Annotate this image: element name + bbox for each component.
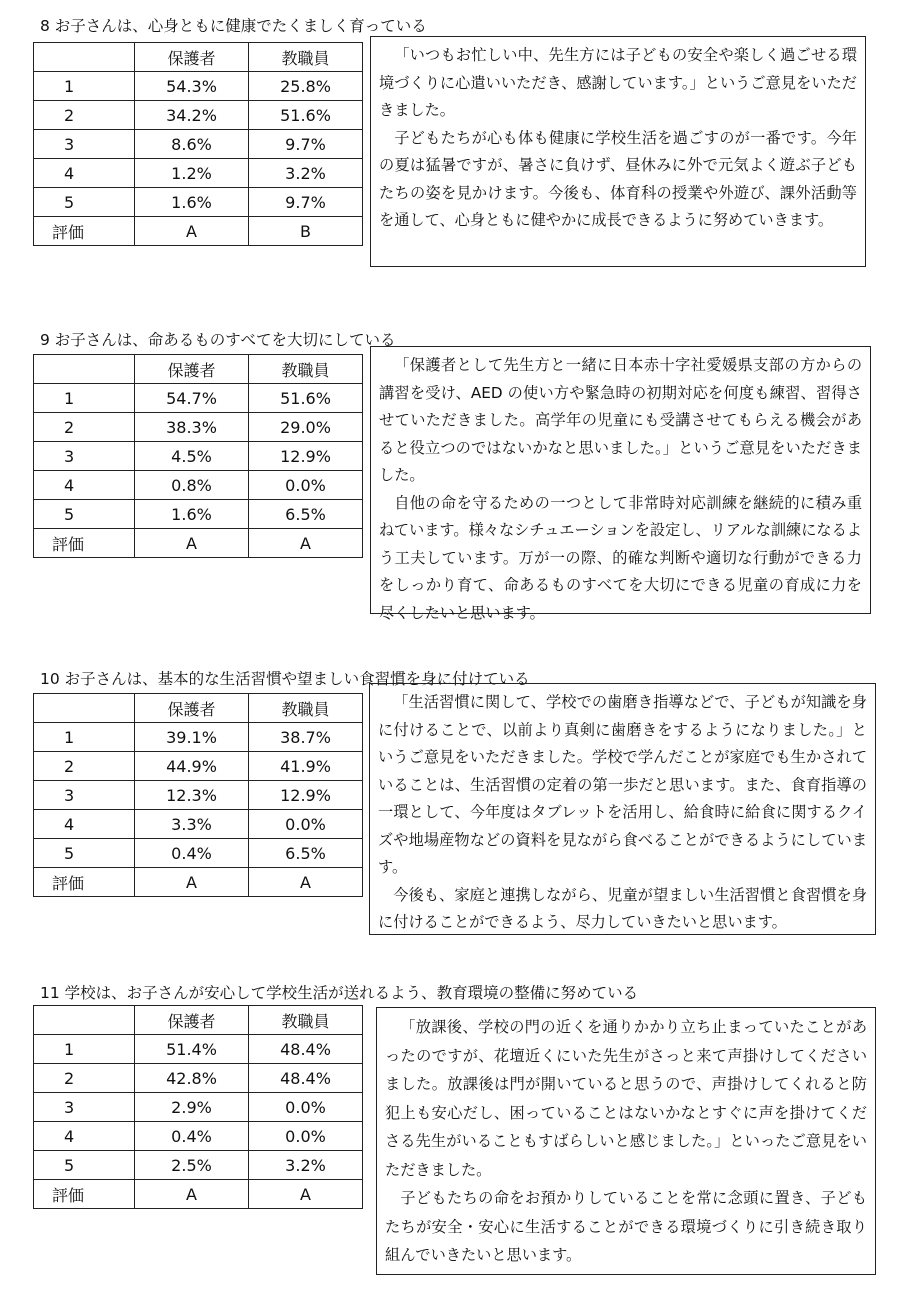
staff-value: 0.0% — [249, 1093, 363, 1122]
survey-section-9 — [0, 330, 916, 622]
row-label: 3 — [34, 130, 135, 159]
row-label: 5 — [34, 1151, 135, 1180]
row-label: 5 — [34, 188, 135, 217]
table-row — [34, 159, 363, 188]
evaluation-label: 評価 — [34, 217, 135, 246]
table-header-row — [34, 355, 363, 384]
table-row — [34, 839, 363, 868]
evaluation-row — [34, 217, 363, 246]
row-label: 3 — [34, 1093, 135, 1122]
table-header-row — [34, 43, 363, 72]
row-label: 2 — [34, 752, 135, 781]
staff-value: 38.7% — [249, 723, 363, 752]
guardians-value: 1.2% — [135, 159, 249, 188]
staff-value: 51.6% — [249, 384, 363, 413]
row-label: 1 — [34, 1035, 135, 1064]
guardians-value: 1.6% — [135, 500, 249, 529]
header-corner — [34, 43, 135, 72]
guardians-value: 2.9% — [135, 1093, 249, 1122]
staff-value: 3.2% — [249, 1151, 363, 1180]
header-staff: 教職員 — [249, 43, 363, 72]
row-label: 3 — [34, 442, 135, 471]
row-label: 2 — [34, 1064, 135, 1093]
guardians-grade: A — [135, 868, 249, 897]
survey-section-8 — [0, 16, 916, 271]
staff-value: 25.8% — [249, 72, 363, 101]
comment-box — [370, 36, 866, 267]
header-guardians: 保護者 — [135, 694, 249, 723]
comment-paragraph: 「放課後、学校の門の近くを通りかかり立ち止まっていたことがあったのですが、花壇近くにいた先生がさっと来て声掛けしてくださいました。放課後は門が開いていると思うので、声掛けしてくれると防犯上も安心だし、困っていることはないかなとすぐに声を掛けてくださる先生がいることもすばらしいと感じました。」といったご意見をいただきました。 — [385, 1018, 868, 1179]
guardians-value: 0.4% — [135, 1122, 249, 1151]
guardians-value: 39.1% — [135, 723, 249, 752]
results-table — [33, 693, 363, 897]
staff-grade: A — [249, 868, 363, 897]
section-title: 8 お子さんは、心身ともに健康でたくましく育っている — [40, 17, 427, 35]
table-row — [34, 1035, 363, 1064]
table-row — [34, 781, 363, 810]
staff-grade: B — [249, 217, 363, 246]
guardians-value: 51.4% — [135, 1035, 249, 1064]
section-title: 10 お子さんは、基本的な生活習慣や望ましい食習慣を身に付けている — [40, 670, 530, 688]
staff-value: 0.0% — [249, 471, 363, 500]
header-guardians: 保護者 — [135, 1006, 249, 1035]
staff-value: 9.7% — [249, 188, 363, 217]
row-label: 1 — [34, 72, 135, 101]
guardians-value: 0.8% — [135, 471, 249, 500]
survey-section-10 — [0, 669, 916, 937]
table-row — [34, 72, 363, 101]
guardians-grade: A — [135, 1180, 249, 1209]
table-row — [34, 188, 363, 217]
staff-value: 48.4% — [249, 1035, 363, 1064]
guardians-value: 3.3% — [135, 810, 249, 839]
header-staff: 教職員 — [249, 694, 363, 723]
section-title: 9 お子さんは、命あるものすべてを大切にしている — [40, 331, 396, 349]
row-label: 1 — [34, 384, 135, 413]
guardians-value: 34.2% — [135, 101, 249, 130]
table-row — [34, 500, 363, 529]
staff-value: 6.5% — [249, 500, 363, 529]
evaluation-row — [34, 1180, 363, 1209]
row-label: 5 — [34, 839, 135, 868]
header-corner — [34, 1006, 135, 1035]
comment-box — [369, 683, 876, 935]
table-header-row — [34, 1006, 363, 1035]
table-row — [34, 413, 363, 442]
row-label: 1 — [34, 723, 135, 752]
table-row — [34, 1093, 363, 1122]
row-label: 5 — [34, 500, 135, 529]
table-row — [34, 810, 363, 839]
results-table — [33, 354, 363, 558]
staff-value: 3.2% — [249, 159, 363, 188]
section-title: 11 学校は、お子さんが安心して学校生活が送れるよう、教育環境の整備に努めている — [40, 984, 639, 1002]
guardians-value: 8.6% — [135, 130, 249, 159]
guardians-value: 38.3% — [135, 413, 249, 442]
table-row — [34, 1151, 363, 1180]
comment-paragraph: 「生活習慣に関して、学校での歯磨き指導などで、子どもが知識を身に付けることで、以前より真剣に歯磨きをするようになりました。」というご意見をいただきました。学校で学んだことが家庭でも生かされていることは、生活習慣の定着の第一歩だと思います。また、食育指導の一環として、今年度はタブレットを活用し、給食時に給食に関するクイズや地場産物などの資料を見ながら食べることができるようにしています。 — [378, 693, 867, 876]
comment-box — [376, 1007, 876, 1275]
staff-value: 12.9% — [249, 442, 363, 471]
guardians-value: 54.7% — [135, 384, 249, 413]
table-row — [34, 384, 363, 413]
guardians-value: 2.5% — [135, 1151, 249, 1180]
evaluation-label: 評価 — [34, 868, 135, 897]
guardians-value: 54.3% — [135, 72, 249, 101]
table-row — [34, 101, 363, 130]
table-row — [34, 471, 363, 500]
comment-paragraph: 今後も、家庭と連携しながら、児童が望ましい生活習慣と食習慣を身に付けることができるよう、尽力していきたいと思います。 — [378, 885, 867, 931]
comment-box — [370, 346, 871, 622]
evaluation-label: 評価 — [34, 529, 135, 558]
survey-section-11 — [0, 983, 916, 1275]
row-label: 4 — [34, 471, 135, 500]
row-label: 2 — [34, 101, 135, 130]
staff-grade: A — [249, 1180, 363, 1209]
staff-value: 0.0% — [249, 810, 363, 839]
table-row — [34, 752, 363, 781]
row-label: 4 — [34, 1122, 135, 1151]
row-label: 3 — [34, 781, 135, 810]
guardians-value: 44.9% — [135, 752, 249, 781]
row-label: 2 — [34, 413, 135, 442]
staff-value: 9.7% — [249, 130, 363, 159]
staff-value: 51.6% — [249, 101, 363, 130]
staff-value: 6.5% — [249, 839, 363, 868]
evaluation-row — [34, 529, 363, 558]
staff-value: 0.0% — [249, 1122, 363, 1151]
table-header-row — [34, 694, 363, 723]
guardians-grade: A — [135, 529, 249, 558]
table-row — [34, 1064, 363, 1093]
header-guardians: 保護者 — [135, 355, 249, 384]
row-label: 4 — [34, 159, 135, 188]
comment-paragraph: 自他の命を守るための一つとして非常時対応訓練を継続的に積み重ねています。様々なシチュエーションを設定し、リアルな訓練になるよう工夫しています。万が一の際、的確な判断や適切な行動ができる力をしっかり育て、命あるものすべてを大切にできる児童の育成に力を尽くしたいと思います。 — [379, 493, 862, 622]
guardians-value: 1.6% — [135, 188, 249, 217]
evaluation-label: 評価 — [34, 1180, 135, 1209]
table-row — [34, 130, 363, 159]
comment-paragraph: 「いつもお忙しい中、先生方には子どもの安全や楽しく過ごせる環境づくりに心遣いいただき、感謝しています。」というご意見をいただきました。 — [379, 46, 857, 119]
table-row — [34, 442, 363, 471]
comment-paragraph: 子どもたちが心も体も健康に学校生活を過ごすのが一番です。今年の夏は猛暑ですが、暑さに負けず、昼休みに外で元気よく遊ぶ子どもたちの姿を見かけます。今後も、体育科の授業や外遊び、課外活動等を通して、心身ともに健やかに成長できるように努めていきます。 — [379, 128, 857, 229]
table-row — [34, 1122, 363, 1151]
staff-value: 41.9% — [249, 752, 363, 781]
header-staff: 教職員 — [249, 355, 363, 384]
comment-paragraph: 「保護者として先生方と一緒に日本赤十字社愛媛県支部の方からの講習を受け、AED の使い方や緊急時の初期対応を何度も練習、習得させていただきました。高学年の児童にも受講させてもらえる機会があると役立つのではないかなと思いました。」というご意見をいただきました。 — [379, 356, 862, 484]
guardians-grade: A — [135, 217, 249, 246]
guardians-value: 12.3% — [135, 781, 249, 810]
results-table — [33, 1005, 363, 1209]
guardians-value: 0.4% — [135, 839, 249, 868]
table-row — [34, 723, 363, 752]
row-label: 4 — [34, 810, 135, 839]
guardians-value: 42.8% — [135, 1064, 249, 1093]
guardians-value: 4.5% — [135, 442, 249, 471]
header-corner — [34, 694, 135, 723]
staff-value: 12.9% — [249, 781, 363, 810]
comment-paragraph: 子どもたちの命をお預かりしていることを常に念頭に置き、子どもたちが安全・安心に生活することができる環境づくりに引き続き取り組んでいきたいと思います。 — [385, 1189, 867, 1264]
header-staff: 教職員 — [249, 1006, 363, 1035]
header-corner — [34, 355, 135, 384]
staff-value: 48.4% — [249, 1064, 363, 1093]
results-table — [33, 42, 363, 246]
evaluation-row — [34, 868, 363, 897]
header-guardians: 保護者 — [135, 43, 249, 72]
staff-grade: A — [249, 529, 363, 558]
staff-value: 29.0% — [249, 413, 363, 442]
